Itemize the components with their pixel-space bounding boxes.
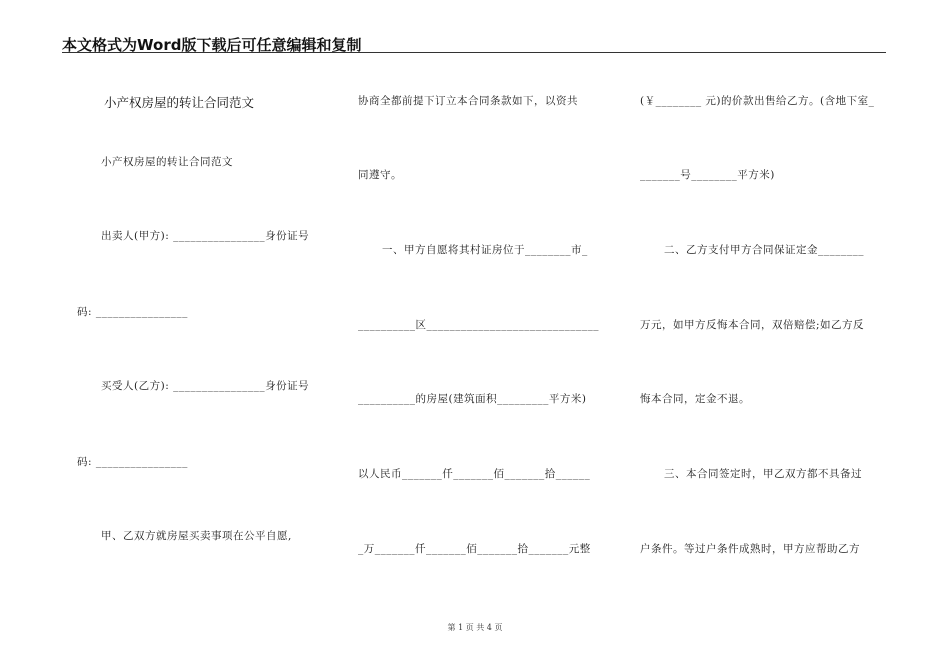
- body-line: 三、本合同签定时，甲乙双方都不具备过: [664, 468, 862, 480]
- body-line: _______号________平方米): [640, 169, 775, 181]
- body-line: 户条件。等过户条件成熟时，甲方应帮助乙方: [640, 543, 860, 555]
- body-line: 以人民币_______仟_______佰_______拾______: [358, 468, 591, 480]
- body-line: 甲、乙双方就房屋买卖事项在公平自愿,: [101, 530, 292, 542]
- body-line: 码: ________________: [77, 456, 188, 468]
- body-line: 协商全都前提下订立本合同条款如下，以资共: [358, 95, 578, 107]
- body-line: 小产权房屋的转让合同范文: [101, 156, 233, 168]
- body-line: 出卖人(甲方): ________________身份证号: [101, 230, 310, 242]
- document-title: 小产权房屋的转让合同范文: [104, 95, 255, 110]
- body-line: 一、甲方自愿将其村证房位于________市_: [382, 244, 588, 256]
- body-line: 码: ________________: [77, 306, 188, 318]
- page-header-title: 本文格式为Word版下载后可任意编辑和复制: [62, 36, 362, 54]
- page-number-footer: 第 1 页 共 4 页: [447, 623, 503, 632]
- body-line: _万_______仟_______佰_______拾_______元整: [358, 543, 591, 555]
- header-divider: [62, 52, 886, 53]
- body-line: __________区______________________________: [358, 319, 599, 331]
- body-line: 悔本合同，定金不退。: [640, 393, 750, 405]
- body-line: (￥________ 元)的价款出售给乙方。(含地下室_: [640, 95, 875, 107]
- body-line: 同遵守。: [358, 169, 402, 181]
- body-line: 二、乙方支付甲方合同保证定金________: [664, 244, 864, 256]
- body-line: __________的房屋(建筑面积_________平方米): [358, 393, 587, 405]
- body-line: 万元，如甲方反悔本合同，双倍赔偿;如乙方反: [640, 319, 865, 331]
- body-line: 买受人(乙方): ________________身份证号: [101, 380, 310, 392]
